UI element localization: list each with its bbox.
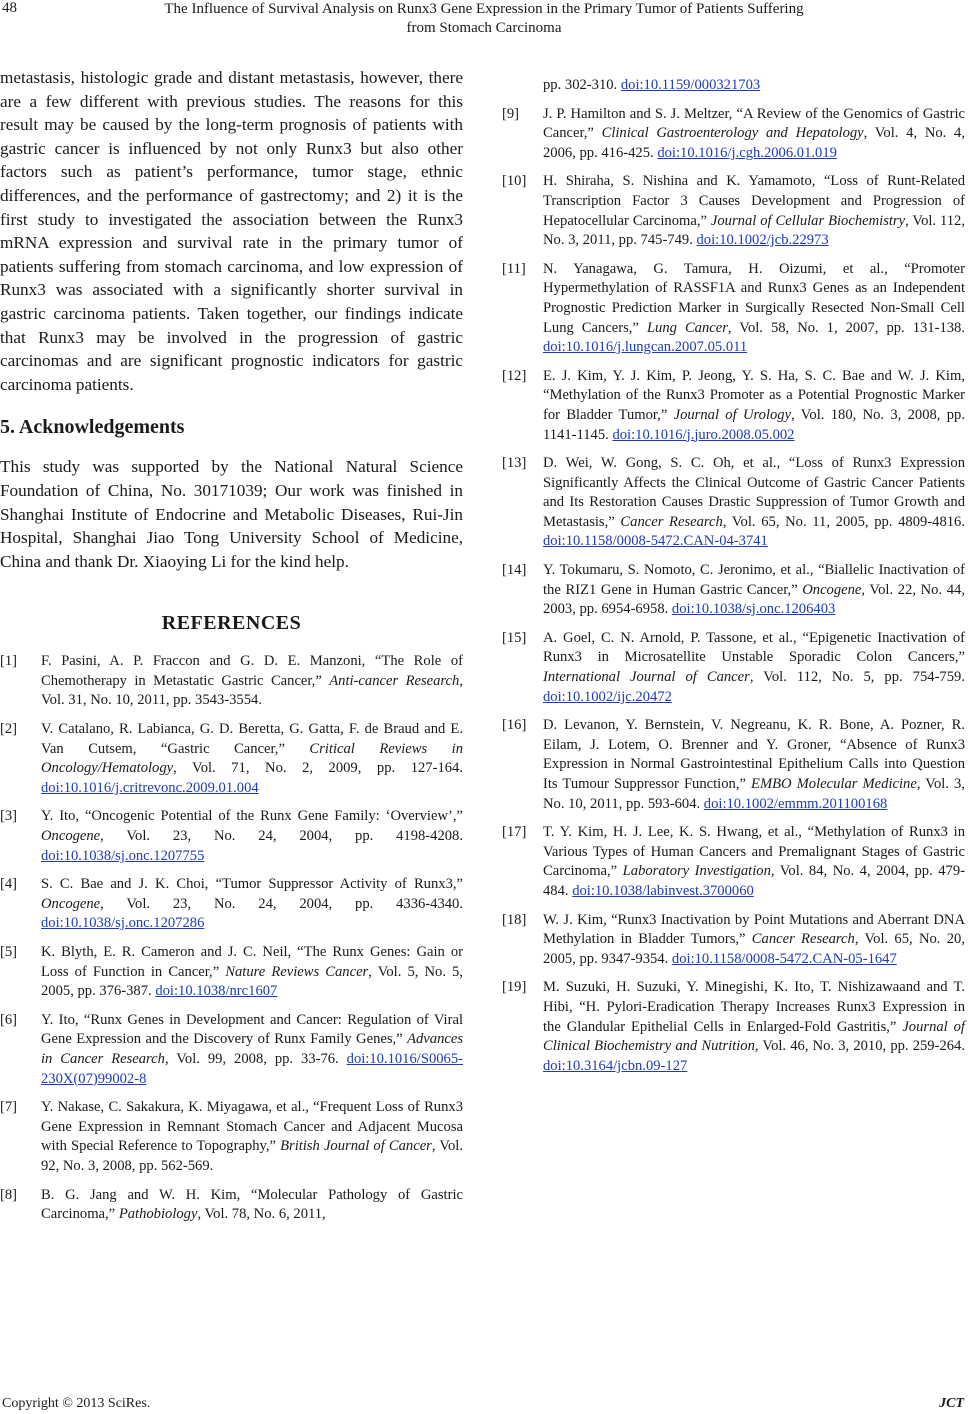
reference-authors-title: D. Levanon, Y. Bernstein, V. Negreanu, K. R. Bone, A. Pozner, R. Eilam, J. Lotem, O. Brenner and Y. Groner, “Absence of Runx3 Expression in Normal Gastrointestinal Epithelium Calls into Question Its Tumour Suppressor Function,” <box>543 717 965 792</box>
reference-number: [14] <box>502 562 527 579</box>
reference-journal: Journal of Urology <box>673 406 792 423</box>
reference-volume-pages: , Vol. 5, No. 5, 2005, pp. 376-387. <box>41 963 464 1000</box>
left-column <box>0 66 463 1234</box>
reference-doi-link[interactable]: doi:10.1038/sj.onc.1207755 <box>41 847 205 864</box>
reference-authors-title: W. J. Kim, “Runx3 Inactivation by Point Mutations and Aberrant DNA Methylation in Bladder Tumors,” <box>543 911 965 948</box>
right-column <box>502 66 965 1085</box>
reference-authors-title: V. Catalano, R. Labianca, G. D. Beretta, G. Gatta, F. de Braud and E. Van Cutsem, “Gastric Cancer,” <box>41 721 463 757</box>
reference-doi-link[interactable]: doi:10.1002/emmm.201100168 <box>703 795 888 812</box>
reference-journal: Critical Reviews in Oncology/Hematology <box>41 740 463 777</box>
reference-journal: Clinical Gastroenterology and Hepatology <box>601 125 864 142</box>
reference-volume-pages: , Vol. 46, No. 3, 2010, pp. 259-264. <box>754 1038 966 1055</box>
reference-item <box>0 943 463 1002</box>
reference-item <box>502 105 965 164</box>
reference-doi-link[interactable]: doi:10.1002/jcb.22973 <box>696 232 829 249</box>
reference-item <box>502 561 965 620</box>
reference-item <box>0 807 463 866</box>
reference-number: [12] <box>502 367 527 384</box>
reference-volume-pages: , Vol. 3, No. 10, 2011, pp. 593-604. <box>543 776 965 812</box>
reference-doi-link[interactable]: doi:10.1038/sj.onc.1206403 <box>671 601 836 618</box>
page-number: 48 <box>2 0 17 16</box>
reference-item <box>502 629 965 707</box>
reference-doi-link[interactable]: doi:10.1038/labinvest.3700060 <box>572 882 754 899</box>
reference-number: [3] <box>0 808 18 825</box>
reference-journal: Anti-cancer Research <box>329 672 460 689</box>
reference-number: [5] <box>0 944 18 960</box>
reference-number: [1] <box>0 653 18 670</box>
reference-doi-link[interactable]: doi:10.1016/S0065-230X(07)99002-8 <box>41 1050 463 1087</box>
journal-abbreviation: JCT <box>939 1396 964 1411</box>
reference-authors-title: T. Y. Kim, H. J. Lee, K. S. Hwang, et al., “Methylation of Runx3 in Various Types of Human Cancers and Premalignant Stages of Gastric Carcinoma,” <box>543 824 965 880</box>
reference-item <box>0 875 463 934</box>
reference-item <box>502 911 965 970</box>
reference-journal: Laboratory Investigation <box>622 863 771 880</box>
reference-doi-link[interactable]: doi:10.1016/j.juro.2008.05.002 <box>612 426 795 443</box>
reference-volume-pages: , Vol. 92, No. 3, 2008, pp. 562-569. <box>41 1138 463 1174</box>
reference-journal: Oncogene <box>41 895 101 912</box>
reference-8-doi-link[interactable]: doi:10.1159/000321703 <box>620 77 761 93</box>
reference-authors-title: F. Pasini, A. P. Fraccon and G. D. E. Manzoni, “The Role of Chemotherapy in Metastatic Gastric Cancer,” <box>41 653 463 689</box>
reference-authors-title: B. G. Jang and W. H. Kim, “Molecular Pathology of Gastric Carcinoma,” <box>41 1186 463 1223</box>
acknowledgements-heading: 5. Acknowledgements <box>0 416 185 439</box>
reference-number: [10] <box>502 173 527 190</box>
references-heading: REFERENCES <box>161 612 302 635</box>
reference-list-left <box>0 652 463 1224</box>
reference-volume-pages: , Vol. 22, No. 44, 2003, pp. 6954-6958. <box>543 581 965 618</box>
reference-doi-link[interactable]: doi:10.1016/j.critrevonc.2009.01.004 <box>41 779 259 796</box>
reference-authors-title: J. P. Hamilton and S. J. Meltzer, “A Review of the Genomics of Gastric Cancer,” <box>543 105 965 142</box>
reference-number: [4] <box>0 876 18 893</box>
reference-journal: EMBO Molecular Medicine <box>751 776 917 792</box>
reference-journal: Lung Cancer <box>646 319 728 336</box>
reference-item <box>502 978 965 1076</box>
reference-doi-link[interactable]: doi:10.1002/ijc.20472 <box>543 688 672 705</box>
reference-volume-pages: , Vol. 99, 2008, pp. 33-76. <box>164 1050 347 1067</box>
reference-item <box>502 716 965 814</box>
reference-item <box>502 260 965 358</box>
reference-journal: Nature Reviews Cancer <box>225 963 369 980</box>
reference-doi-link[interactable]: doi:10.1016/j.lungcan.2007.05.011 <box>543 339 748 356</box>
running-title-line-2: from Stomach Carcinoma <box>406 20 562 36</box>
reference-volume-pages: , Vol. 4, No. 4, 2006, pp. 416-425. <box>543 125 965 161</box>
reference-number: [17] <box>502 824 527 841</box>
reference-authors-title: E. J. Kim, Y. J. Kim, P. Jeong, Y. S. Ha, S. C. Bae and W. J. Kim, “Methylation of the Runx3 Promoter as a Potential Prognostic Marker for Bladder Tumor,” <box>543 367 965 423</box>
reference-number: [2] <box>0 721 18 738</box>
reference-authors-title: S. C. Bae and J. K. Choi, “Tumor Suppressor Activity of Runx3,” <box>41 876 463 893</box>
reference-journal: Pathobiology <box>118 1206 198 1223</box>
reference-volume-pages: , Vol. 84, No. 4, 2004, pp. 479-484. <box>543 863 965 899</box>
reference-doi-link[interactable]: doi:10.1158/0008-5472.CAN-04-3741 <box>543 533 768 550</box>
reference-authors-title: Y. Tokumaru, S. Nomoto, C. Jeronimo, et al., “Biallelic Inactivation of the RIZ1 Gene in Human Gastric Cancer,” <box>543 562 965 598</box>
reference-journal: Cancer Research <box>751 931 855 948</box>
reference-doi-link[interactable]: doi:10.1158/0008-5472.CAN-05-1647 <box>671 950 897 967</box>
reference-authors-title: Y. Nakase, C. Sakakura, K. Miyagawa, et al., “Frequent Loss of Runx3 Gene Expression in Remnant Stomach Cancer and Adjacent Mucosa with Special Reference to Topography,” <box>41 1099 463 1155</box>
reference-volume-pages: , Vol. 23, No. 24, 2004, pp. 4336-4340. <box>100 895 463 912</box>
reference-volume-pages: , Vol. 58, No. 1, 2007, pp. 131-138. <box>727 319 965 336</box>
reference-journal: Advances in Cancer Research <box>41 1031 463 1067</box>
reference-volume-pages: , Vol. 71, No. 2, 2009, pp. 127-164. <box>173 760 463 777</box>
reference-8-pages: pp. 302-310. <box>543 77 621 93</box>
reference-number: [7] <box>0 1099 18 1116</box>
reference-volume-pages: , Vol. 31, No. 10, 2011, pp. 3543-3554. <box>41 672 463 709</box>
reference-number: [18] <box>502 911 527 928</box>
reference-item <box>502 172 965 250</box>
reference-item <box>0 1186 463 1225</box>
reference-journal: British Journal of Cancer <box>280 1138 432 1155</box>
reference-volume-pages: , Vol. 65, No. 20, 2005, pp. 9347-9354. <box>543 931 965 967</box>
reference-authors-title: D. Wei, W. Gong, S. C. Oh, et al., “Loss of Runx3 Expression Significantly Affects the Clinical Outcome of Gastric Cancer Patients and Its Restoration Causes Drastic Suppression of Tumor Growth and Metastasis,” <box>543 455 965 530</box>
reference-volume-pages: , Vol. 180, No. 3, 2008, pp. 1141-1145. <box>543 406 965 443</box>
running-title <box>60 0 908 38</box>
reference-journal: Cancer Research <box>620 513 723 530</box>
reference-item <box>0 1098 463 1176</box>
reference-journal: Journal of Cellular Biochemistry <box>710 212 906 229</box>
reference-authors-title: H. Shiraha, S. Nishina and K. Yamamoto, “Loss of Runt-Related Transcription Factor 3 Causes Development and Progression of Hepatocellular Carcinoma,” <box>543 173 965 229</box>
reference-volume-pages: , Vol. 112, No. 3, 2011, pp. 745-749. <box>543 212 965 249</box>
reference-number: [6] <box>0 1011 18 1028</box>
reference-authors-title: Y. Ito, “Runx Genes in Development and Cancer: Regulation of Viral Gene Expression and the Discovery of Runx Family Genes,” <box>41 1011 463 1048</box>
reference-item <box>502 367 965 445</box>
reference-number: [13] <box>502 455 527 472</box>
reference-list-right <box>502 105 965 1077</box>
running-title-line-1: The Influence of Survival Analysis on Runx3 Gene Expression in the Primary Tumor of Patients Suffering <box>164 1 804 17</box>
copyright-notice: Copyright © 2013 SciRes. <box>2 1396 151 1411</box>
reference-volume-pages: , Vol. 112, No. 5, pp. 754-759. <box>749 669 965 686</box>
reference-journal: International Journal of Cancer <box>543 669 750 686</box>
reference-doi-link[interactable]: doi:10.1038/sj.onc.1207286 <box>41 915 205 932</box>
reference-journal: Oncogene <box>41 828 101 845</box>
discussion-paragraph: metastasis, histologic grade and distant metastasis, however, there are a few different with previous studies. The reasons for this result may be caused by the long-term prognosis of patients with gastric cancer is influenced by not only Runx3 but also other factors such as patient’s performance, tumor stage, ethnic differences, and the performance of gastrectomy; and 2) it is the first study to investigated the association between the Runx3 mRNA expression and survival rate in the primary tumor of patients suffering from stomach carcinoma, and low expression of Runx3 was associated with a significantly shorter survival in gastric carcinoma patients. Taken together, our findings indicate that Runx3 may be involved in the progression of gastric carcinomas and are significant prognostic indicators for gastric carcinoma patients. <box>0 68 463 394</box>
reference-number: [8] <box>0 1186 18 1203</box>
reference-volume-pages: , Vol. 23, No. 24, 2004, pp. 4198-4208. <box>100 828 463 845</box>
reference-authors-title: A. Goel, C. N. Arnold, P. Tassone, et al., “Epigenetic Inactivation of Runx3 in Microsatellite Unstable Sporadic Colon Cancers,” <box>543 629 965 666</box>
reference-authors-title: N. Yanagawa, G. Tamura, H. Oizumi, et al., “Promoter Hypermethylation of RASSF1A and Runx3 Genes as an Independent Prognostic Prediction Marker in Surgically Resected Non-Small Cell Lung Cancers,” <box>543 260 965 336</box>
reference-volume-pages: , Vol. 78, No. 6, 2011, <box>197 1206 326 1223</box>
reference-number: [11] <box>502 260 526 277</box>
acknowledgements-text: This study was supported by the National Natural Science Foundation of China, No. 30171039; Our work was finished in Shanghai Institute of Endocrine and Metabolic Diseases, Rui-Jin Hospital, Shanghai Jiao Tong University School of Medicine, China and thank Dr. Xiaoying Li for the kind help. <box>0 457 463 571</box>
reference-8-continuation <box>502 76 965 96</box>
reference-item <box>502 454 965 552</box>
reference-item <box>0 652 463 711</box>
reference-item <box>502 823 965 901</box>
reference-number: [15] <box>502 629 527 646</box>
reference-item <box>0 1011 463 1089</box>
reference-authors-title: M. Suzuki, H. Suzuki, Y. Minegishi, K. Ito, T. Nishizawaand and T. Hibi, “H. Pylori-Eradication Therapy Increases Runx3 Expression in the Glandular Epithelial Cells in Enlarged-Fold Gastritis,” <box>543 979 965 1035</box>
reference-item <box>0 720 463 798</box>
reference-journal: Journal of Clinical Biochemistry and Nutrition <box>543 1018 965 1055</box>
reference-journal: Oncogene <box>802 581 862 598</box>
reference-number: [19] <box>502 979 527 996</box>
reference-doi-link[interactable]: doi:10.1016/j.cgh.2006.01.019 <box>657 144 837 161</box>
reference-authors-title: K. Blyth, E. R. Cameron and J. C. Neil, “The Runx Genes: Gain or Loss of Function in Cancer,” <box>41 944 463 980</box>
page-header <box>0 0 968 46</box>
reference-number: [9] <box>502 105 520 122</box>
reference-doi-link[interactable]: doi:10.3164/jcbn.09-127 <box>543 1057 688 1074</box>
reference-volume-pages: , Vol. 65, No. 11, 2005, pp. 4809-4816. <box>722 513 965 530</box>
reference-number: [16] <box>502 717 527 734</box>
reference-doi-link[interactable]: doi:10.1038/nrc1607 <box>155 983 278 1000</box>
reference-authors-title: Y. Ito, “Oncogenic Potential of the Runx Gene Family: ‘Overview’,” <box>41 808 463 825</box>
